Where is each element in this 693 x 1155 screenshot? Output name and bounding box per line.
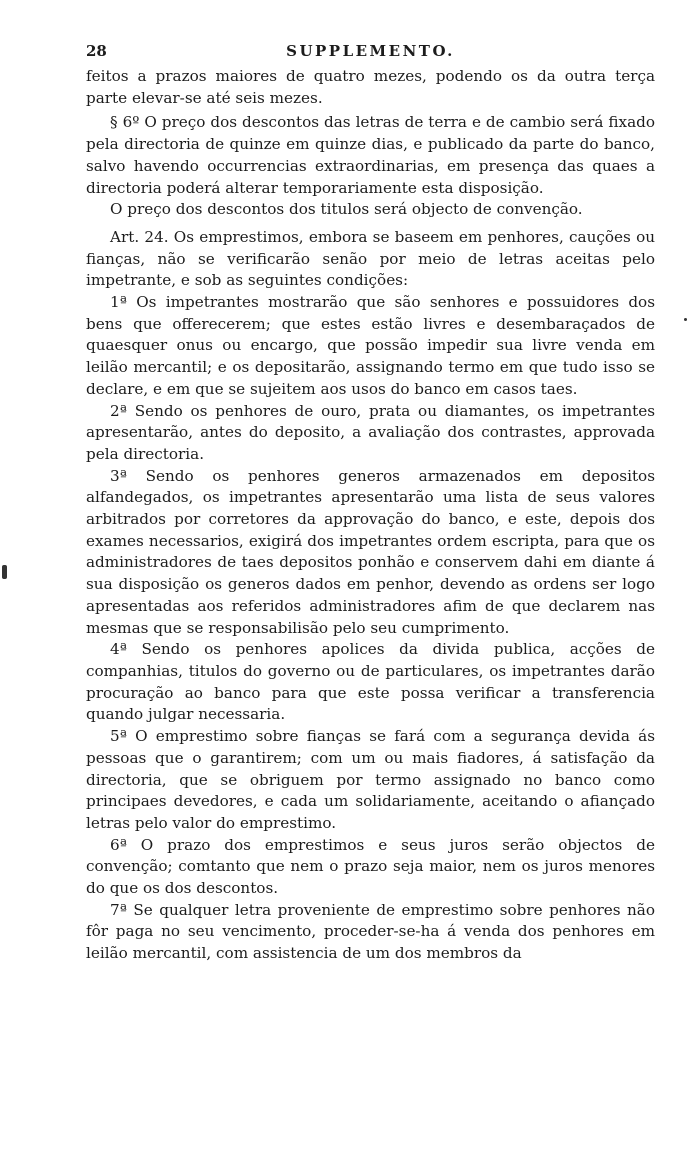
paragraph-item-2: 2ª Sendo os penhores de ouro, prata ou diamantes, os impetrantes apresentarão, antes do deposito, a avaliação dos contrastes, approvada pela directoria. bbox=[86, 401, 655, 463]
page-header bbox=[86, 42, 655, 64]
paragraph-item-3: 3ª Sendo os penhores generos armazenados em depositos alfandegados, os impetrantes apresentarão uma lista de seus valores arbitrados por corretores da approvação do banco, e este, depois dos exames necessarios, exigirá dos impetrantes ordem escripta, para que os administradores de taes depositos ponhão e conservem dahi em diante á sua disposição os generos dados em penhor, devendo as ordens ser logo apresentadas aos referidos administradores afim de que declarem nas mesmas que se responsabilisão pelo seu cumprimento. bbox=[86, 466, 655, 637]
paragraph-item-7: 7ª Se qualquer letra proveniente de emprestimo sobre penhores não fôr paga no seu vencimento, proceder-se-ha á venda dos penhores em leilão mercantil, com assistencia de um dos membros da bbox=[86, 900, 655, 963]
paragraph-item-4: 4ª Sendo os penhores apolices da divida publica, acções de companhias, titulos do governo ou de particulares, os impetrantes darão procuração ao banco para que este possa verificar a transferencia quando julgar necessaria. bbox=[86, 640, 655, 724]
paragraph-article-24: Art. 24. Os emprestimos, embora se baseem em penhores, cauções ou fianças, não se verificarão senão por meio de letras aceitas pelo impetrante, e sob as seguintes condições: bbox=[86, 227, 655, 290]
page-number: 28 bbox=[86, 42, 107, 60]
paragraph-continuation: feitos a prazos maiores de quatro mezes, podendo os da outra terça parte elevar-se até seis mezes. bbox=[86, 67, 655, 107]
right-margin-mark bbox=[684, 318, 687, 321]
paragraph-item-1: 1ª Os impetrantes mostrarão que são senhores e possuidores dos bens que offerecerem; que estes estão livres e desembaraçados de quaesquer onus ou encargo, que possão impedir sua livre venda em leilão mercantil; e os depositarão, assignando termo em que tudo isso se declare, e em que se sujeitem aos usos do banco em casos taes. bbox=[86, 293, 655, 398]
book-page bbox=[86, 42, 655, 965]
running-title: SUPPLEMENTO. bbox=[286, 42, 455, 60]
paragraph-item-5: 5ª O emprestimo sobre fianças se fará com a segurança devida ás pessoas que o garantirem; com um ou mais fiadores, á satisfação da directoria, que se obriguem por termo assignado no banco como principaes devedores, e cada um solidariamente, aceitando o afiançado letras pelo valor do emprestimo. bbox=[86, 727, 655, 832]
paragraph-item-6: 6ª O prazo dos emprestimos e seus juros serão objectos de convenção; comtanto que nem o prazo seja maior, nem os juros menores do que os dos descontos. bbox=[86, 835, 655, 898]
left-margin-mark bbox=[2, 565, 7, 579]
body-text bbox=[86, 66, 655, 965]
paragraph-section-6-b: O preço dos descontos dos titulos será objecto de convenção. bbox=[110, 200, 583, 219]
paragraph-section-6: § 6º O preço dos descontos das letras de terra e de cambio será fixado pela directoria de quinze em quinze dias, e publicado da parte do banco, salvo havendo occurrencias extraordinarias, em presença das quaes a directoria poderá alterar temporariamente esta disposição. bbox=[86, 113, 655, 197]
